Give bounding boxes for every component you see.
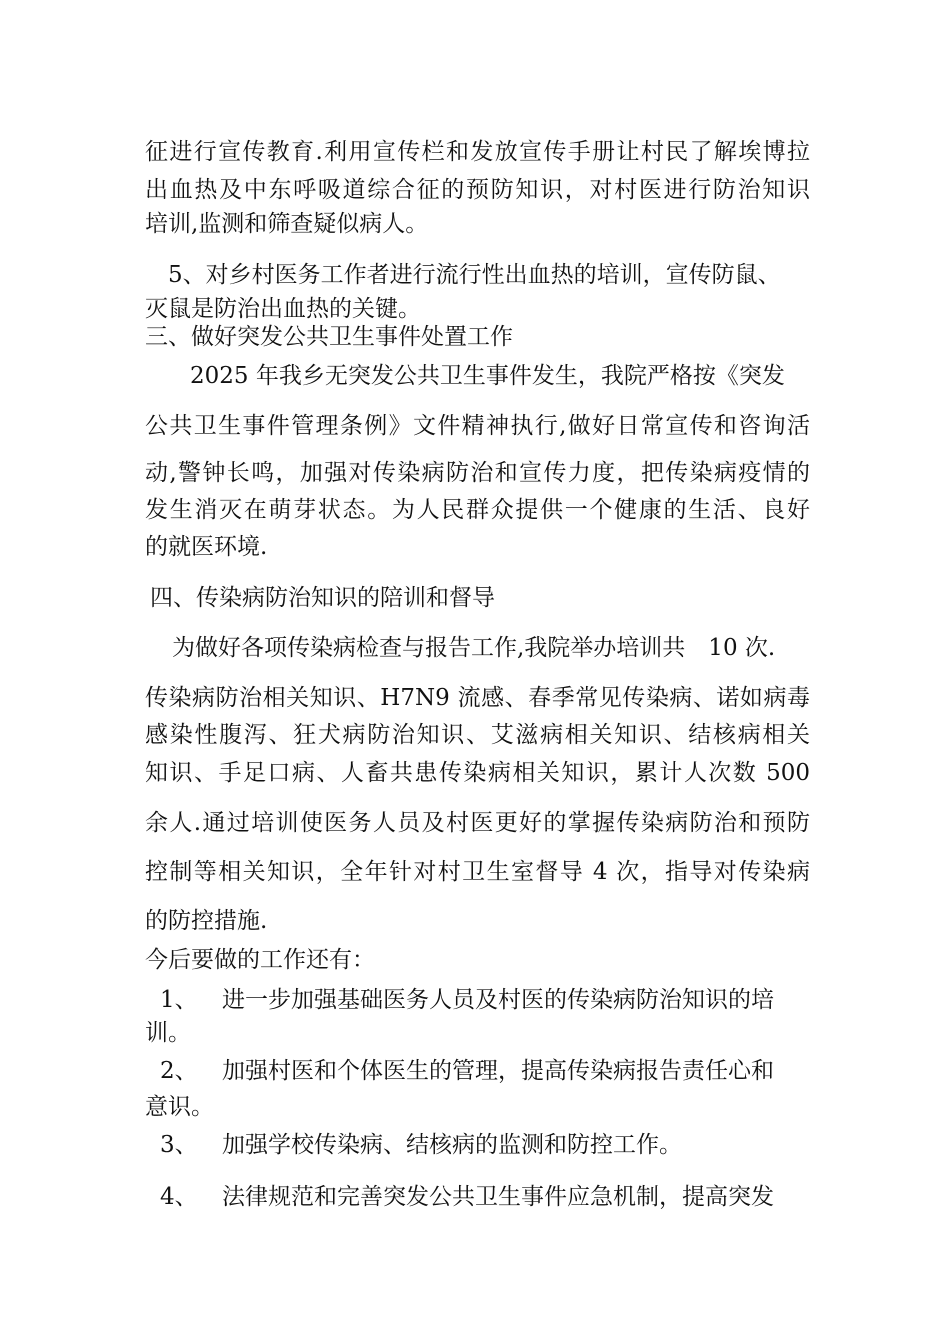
list-item-text: 法律规范和完善突发公共卫生事件应急机制，提高突发: [222, 1184, 774, 1210]
list-item-continuation: 意识。: [145, 1094, 214, 1120]
section-3-line: 公共卫生事件管理条例》文件精神执行,做好日常宣传和咨询活: [145, 413, 810, 439]
section-4-line: 感染性腹泻、狂犬病防治知识、艾滋病相关知识、结核病相关: [145, 722, 810, 748]
section-4-line: 控制等相关知识，全年针对村卫生室督导 4 次，指导对传染病: [145, 859, 810, 885]
list-item-text: 加强学校传染病、结核病的监测和防控工作。: [222, 1132, 682, 1158]
section-3-line: 动,警钟长鸣，加强对传染病防治和宣传力度，把传染病疫情的: [145, 460, 810, 486]
section-4-heading: 四、传染病防治知识的陪训和督导: [150, 585, 495, 611]
paragraph-line: 征进行宣传教育.利用宣传栏和发放宣传手册让村民了解埃博拉: [145, 139, 810, 165]
section-3-line: 2025 年我乡无突发公共卫生事件发生，我院严格按《突发: [190, 363, 785, 389]
list-item-text: 进一步加强基础医务人员及村医的传染病防治知识的培: [222, 987, 774, 1013]
future-work-heading: 今后要做的工作还有：: [145, 947, 375, 973]
section-3-line: 发生消灭在萌芽状态。为人民群众提供一个健康的生活、良好: [145, 497, 810, 523]
item-5-line: 灭鼠是防治出血热的关键。: [145, 296, 421, 322]
item-5-line: 5、对乡村医务工作者进行流行性出血热的培训，宣传防鼠、: [168, 262, 781, 288]
section-4-line: 余人.通过培训使医务人员及村医更好的掌握传染病防治和预防: [145, 810, 810, 836]
section-4-line: 的防控措施.: [145, 908, 268, 934]
list-item-continuation: 训。: [145, 1020, 191, 1046]
paragraph-line: 出血热及中东呼吸道综合征的预防知识，对村医进行防治知识: [145, 177, 810, 203]
list-item-number: 4、: [160, 1184, 198, 1210]
section-3-line: 的就医环境.: [145, 534, 268, 560]
section-4-line: 传染病防治相关知识、H7N9 流感、春季常见传染病、诺如病毒: [145, 685, 810, 711]
list-item-number: 1、: [160, 987, 198, 1013]
section-3-heading: 三、做好突发公共卫生事件处置工作: [145, 324, 513, 350]
section-4-line: 知识、手足口病、人畜共患传染病相关知识，累计人次数 500: [145, 760, 810, 786]
paragraph-line: 培训,监测和筛查疑似病人。: [145, 211, 429, 237]
section-4-line: 为做好各项传染病检查与报告工作,我院举办培训共 10 次.: [172, 635, 776, 661]
list-item-number: 3、: [160, 1132, 198, 1158]
list-item-number: 2、: [160, 1058, 198, 1084]
list-item-text: 加强村医和个体医生的管理，提高传染病报告责任心和: [222, 1058, 774, 1084]
